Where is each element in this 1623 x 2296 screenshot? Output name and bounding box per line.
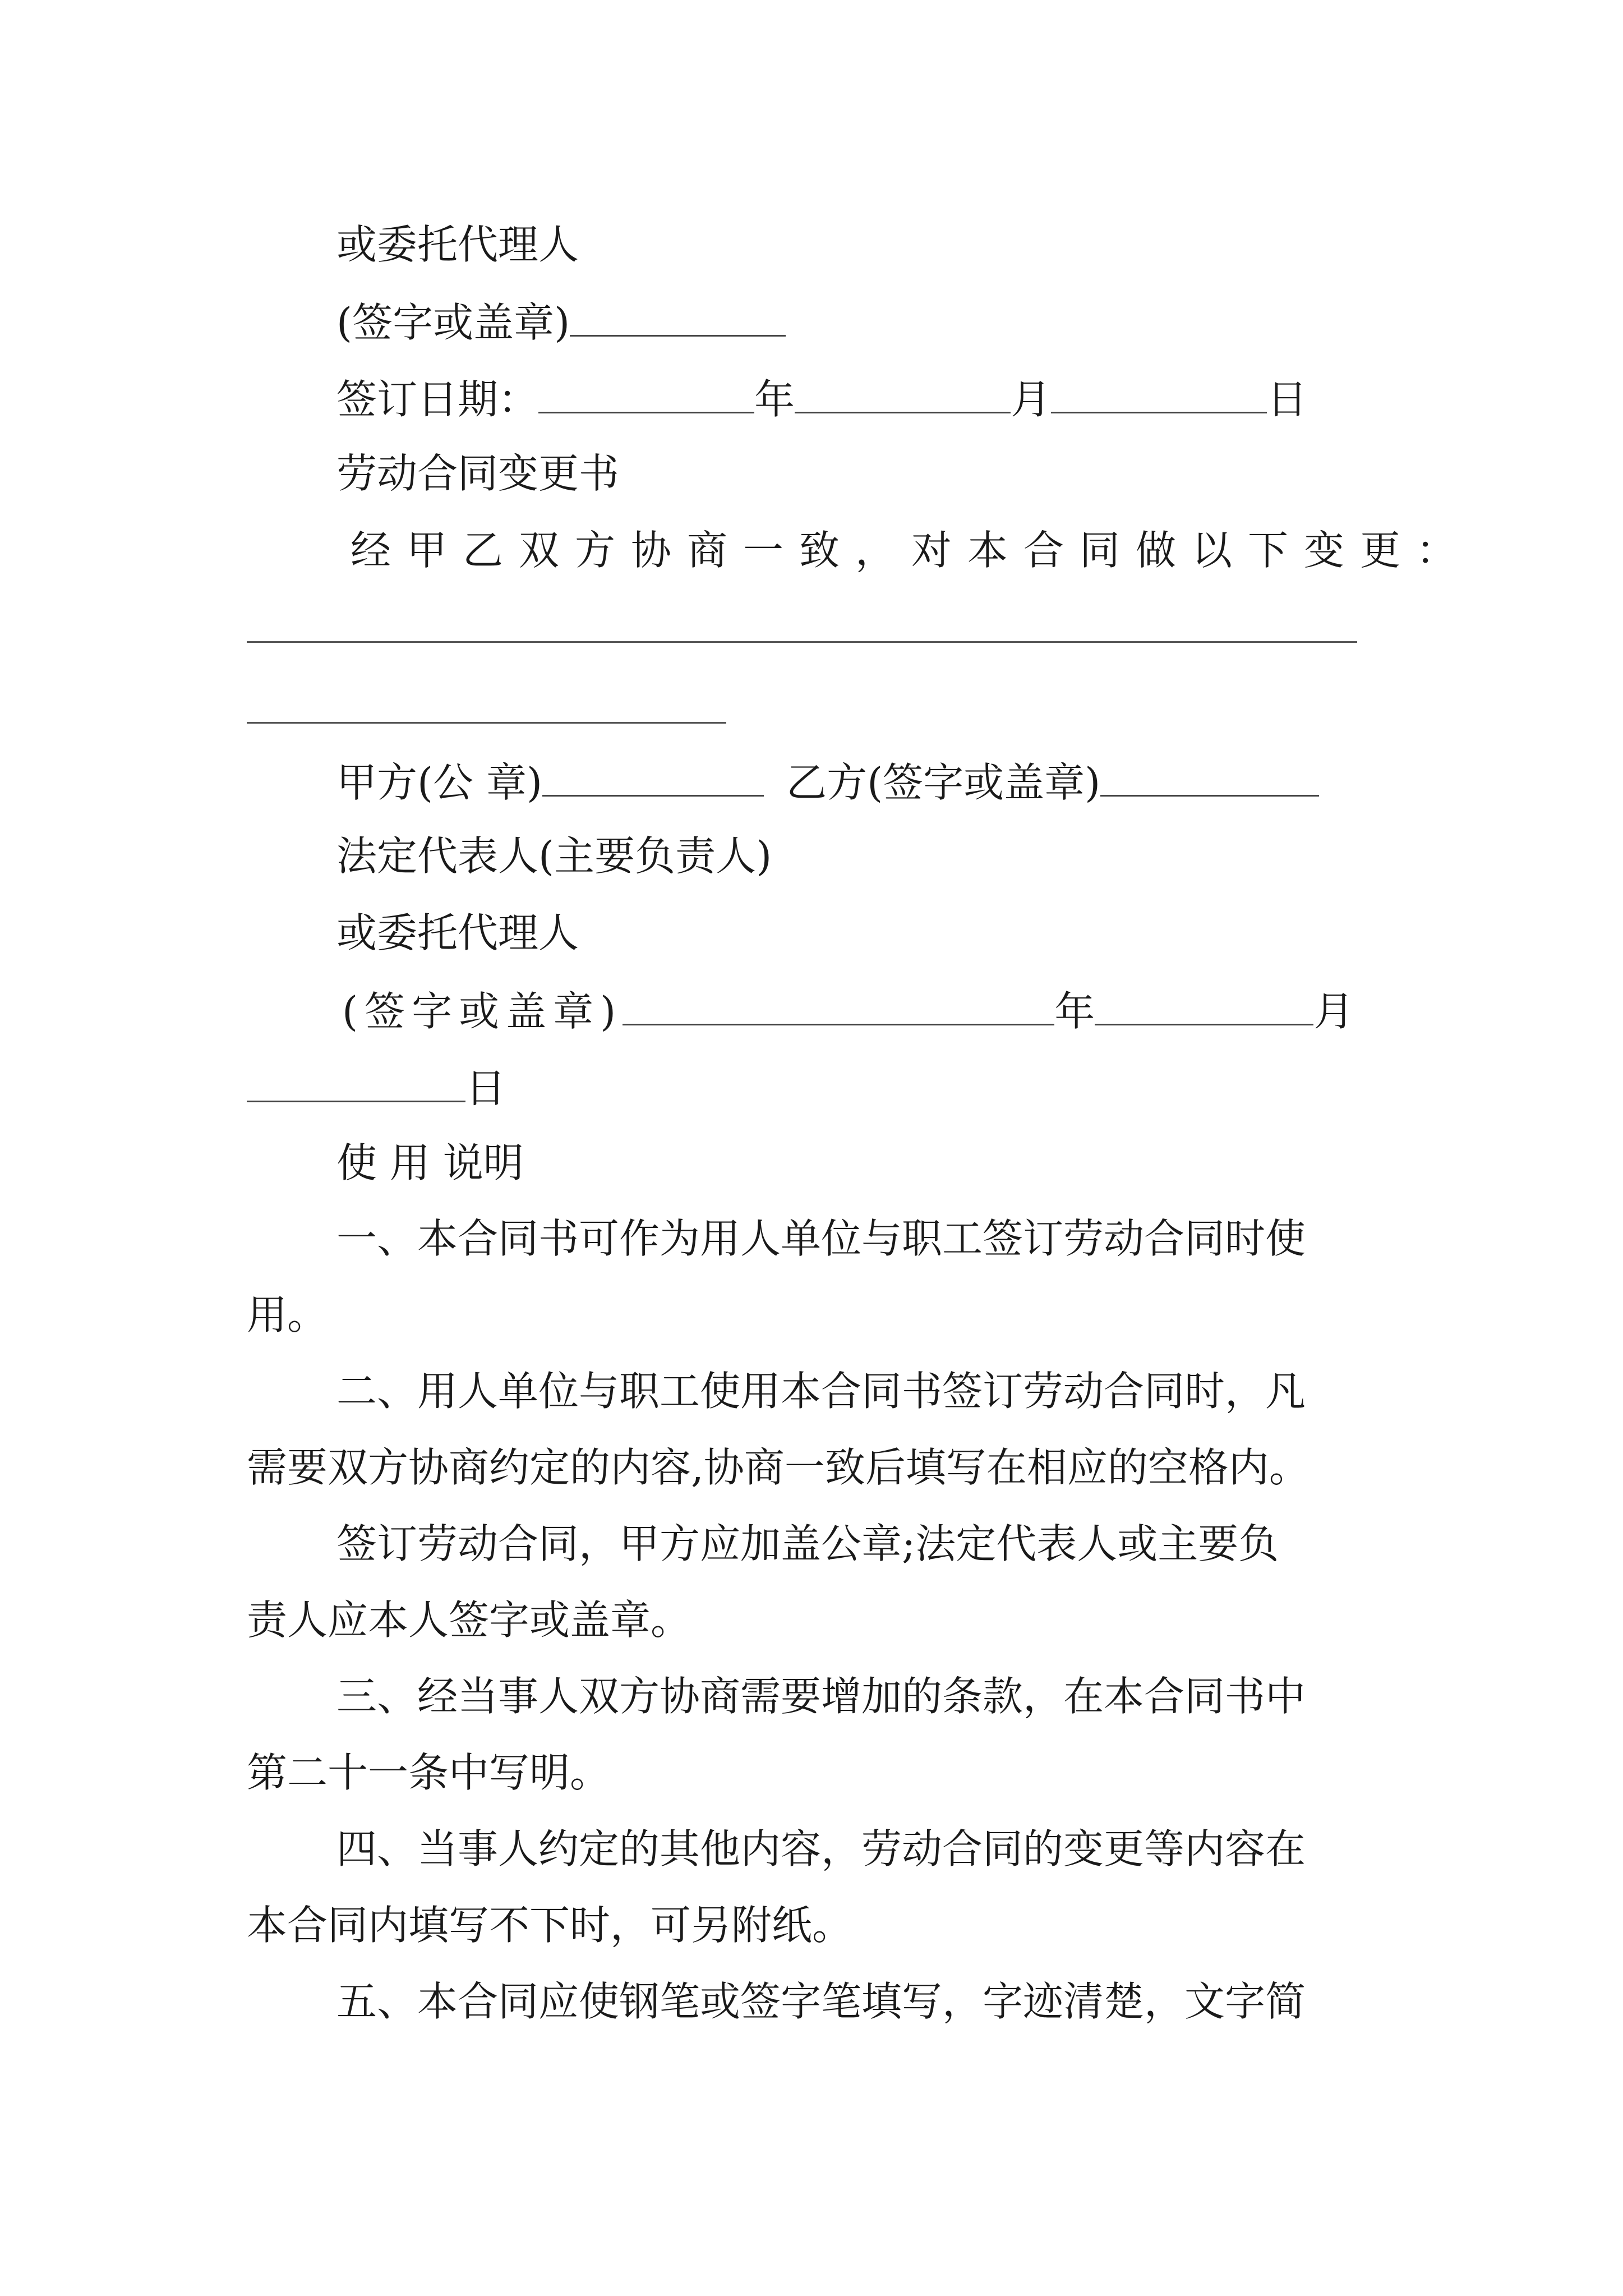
instruction-6-line-1: 五、本合同应使钢笔或签字笔填写，字迹清楚，文字简	[336, 1978, 1306, 2025]
sign-label-2: (签字或盖章)	[342, 988, 623, 1035]
month-label-2: 月	[1313, 988, 1354, 1035]
change-blank-line-2[interactable]	[247, 722, 726, 724]
party-b-label: 乙方(签字或盖章)	[786, 759, 1101, 806]
sign-date-line-2	[342, 988, 1354, 1035]
date-label-1: 签订日期：	[336, 376, 539, 423]
party-b-blank[interactable]	[1100, 760, 1319, 797]
instruction-4-line-2: 第二十一条中写明。	[247, 1749, 611, 1796]
change-intro: 经甲乙双方协商一致，对本合同做以下变更：	[351, 527, 1473, 574]
year-label-1: 年	[754, 376, 795, 423]
year-label-2: 年	[1054, 988, 1095, 1035]
instruction-5-line-1: 四、当事人约定的其他内容，劳动合同的变更等内容在	[336, 1825, 1306, 1872]
parties-line	[336, 759, 1319, 806]
party-a-blank[interactable]	[542, 760, 764, 797]
instruction-4-line-1: 三、经当事人双方协商需要增加的条款，在本合同书中	[336, 1673, 1306, 1720]
sign-line-1	[336, 299, 786, 346]
day-blank-1[interactable]	[1051, 377, 1267, 413]
instructions-heading: 使 用 说明	[336, 1139, 524, 1186]
sign-label-1: (签字或盖章)	[336, 299, 570, 346]
day-label-2: 日	[465, 1065, 506, 1112]
instruction-1-line-1: 一、本合同书可作为用人单位与职工签订劳动合同时使	[336, 1215, 1306, 1262]
agent-label-2: 或委托代理人	[336, 909, 579, 956]
instruction-1-line-2: 用。	[247, 1291, 328, 1338]
year-blank-1[interactable]	[538, 377, 754, 413]
month-label-1: 月	[1011, 376, 1052, 423]
instruction-5-line-2: 本合同内填写不下时，可另附纸。	[247, 1902, 853, 1949]
month-blank-2[interactable]	[1095, 989, 1313, 1025]
day-label-1: 日	[1267, 376, 1308, 423]
legal-rep-label: 法定代表人(主要负责人)	[336, 832, 772, 880]
sign-blank-1[interactable]	[570, 300, 786, 337]
change-title: 劳动合同变更书	[336, 450, 620, 497]
month-blank-1[interactable]	[795, 377, 1011, 413]
instruction-3-line-2: 责人应本人签字或盖章。	[247, 1596, 691, 1644]
sign-blank-2[interactable]	[623, 989, 1054, 1025]
agent-label-1: 或委托代理人	[336, 221, 579, 268]
instruction-3-line-1: 签订劳动合同，甲方应加盖公章;法定代表人或主要负	[336, 1520, 1279, 1567]
change-blank-line-1[interactable]	[247, 641, 1357, 643]
instruction-2-line-1: 二、用人单位与职工使用本合同书签订劳动合同时，凡	[336, 1368, 1306, 1415]
day-line-2	[247, 1065, 506, 1112]
party-a-label: 甲方(公 章)	[336, 759, 543, 806]
instruction-2-line-2: 需要双方协商约定的内容,协商一致后填写在相应的空格内。	[247, 1444, 1310, 1491]
date-line-1	[336, 376, 1308, 423]
day-blank-2[interactable]	[247, 1066, 465, 1102]
